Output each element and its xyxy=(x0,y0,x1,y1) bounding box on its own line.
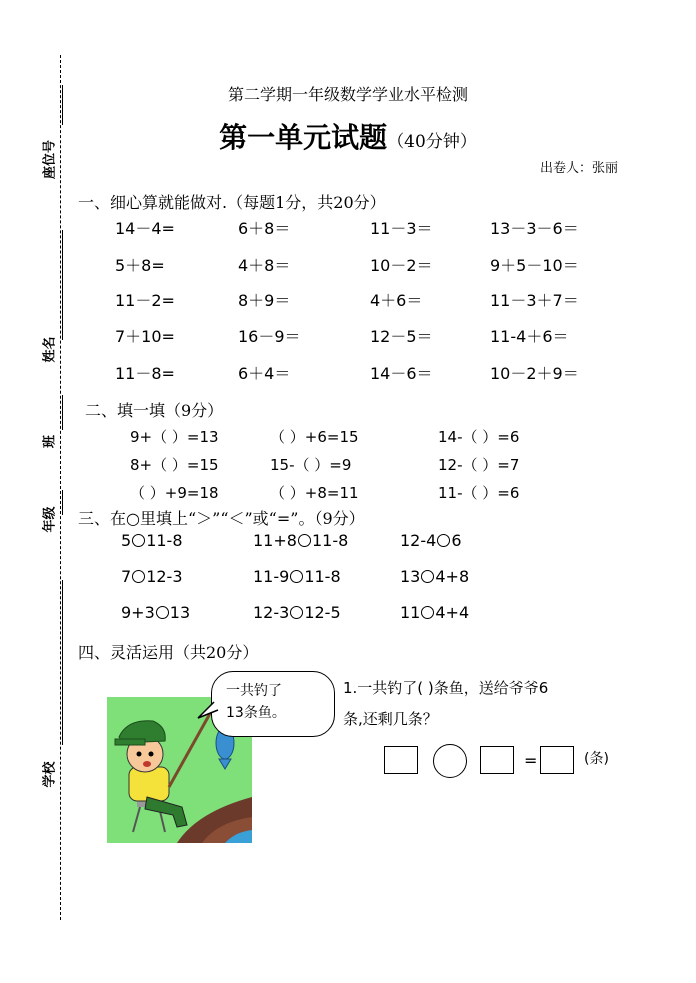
comparison-problem xyxy=(253,567,341,586)
speech-bubble-tail xyxy=(196,700,220,720)
question-1-line-2: 条,还剩几条？ xyxy=(343,710,438,728)
equals-sign: = xyxy=(524,751,538,770)
bubble-line-2: 13条鱼。 xyxy=(226,705,286,721)
name-blank xyxy=(62,230,63,340)
comparison-problem xyxy=(121,567,183,586)
comparison-left: 11 xyxy=(400,603,421,622)
comparison-right: 12-3 xyxy=(146,567,183,586)
comparison-left: 5 xyxy=(121,531,132,550)
name-label: 姓名 xyxy=(42,336,58,363)
comparison-right: 4+4 xyxy=(435,603,470,622)
exam-duration: （40分钟） xyxy=(387,132,477,152)
comparison-right: 12-5 xyxy=(304,603,341,622)
arithmetic-problem: 11－3＋7＝ xyxy=(490,291,579,310)
comparison-left: 12-3 xyxy=(253,603,290,622)
comparison-right: 13 xyxy=(169,603,191,622)
answer-box-2[interactable] xyxy=(480,746,514,774)
comparison-problem xyxy=(400,531,462,550)
compare-circle[interactable] xyxy=(290,570,303,583)
arithmetic-problem: 11－2= xyxy=(115,291,175,310)
arithmetic-problem: 5＋8= xyxy=(115,256,165,275)
comparison-left: 11-9 xyxy=(253,567,290,586)
grade-label: 年级 xyxy=(42,506,58,533)
comparison-problem xyxy=(253,531,348,550)
comparison-left: 12-4 xyxy=(400,531,437,550)
grade-blank xyxy=(62,490,63,515)
arithmetic-problem: 7＋10= xyxy=(115,327,175,346)
arithmetic-problem: 4＋6＝ xyxy=(370,291,423,310)
fill-blank-problem: （ ）+9=18 xyxy=(130,484,219,502)
arithmetic-problem: 13－3－6＝ xyxy=(490,219,579,238)
comparison-right: 11-8 xyxy=(304,567,341,586)
exam-title-text: 第一单元试题 xyxy=(219,121,388,154)
fill-blank-problem: （ ）+8=11 xyxy=(270,484,359,502)
question-1-line-1: 1.一共钓了( )条鱼，送给爷爷6 xyxy=(343,679,549,697)
arithmetic-problem: 4＋8＝ xyxy=(238,256,291,275)
arithmetic-problem: 6＋8＝ xyxy=(238,219,291,238)
compare-circle[interactable] xyxy=(132,570,145,583)
bubble-line-1: 一共钓了 xyxy=(226,683,282,699)
comparison-right: 4+8 xyxy=(435,567,470,586)
comparison-right: 11-8 xyxy=(146,531,183,550)
seat-number-label: 座位号 xyxy=(42,140,58,180)
fill-blank-problem: 12-（ ）=7 xyxy=(438,456,520,474)
compare-circle[interactable] xyxy=(290,606,303,619)
arithmetic-problem: 14－6＝ xyxy=(370,364,433,383)
exam-title xyxy=(0,116,696,156)
comparison-problem xyxy=(121,603,190,622)
class-blank xyxy=(62,395,63,430)
fill-blank-problem: 14-（ ）=6 xyxy=(438,428,520,446)
comparison-problem xyxy=(121,531,183,550)
fill-blank-problem: 9+（ ）=13 xyxy=(130,428,219,446)
section3-heading: 三、在○里填上“＞”“＜”或“=”。（9分） xyxy=(78,509,365,528)
compare-circle[interactable] xyxy=(437,534,450,547)
comparison-right: 6 xyxy=(451,531,462,550)
comparison-left: 13 xyxy=(400,567,421,586)
arithmetic-problem: 8＋9＝ xyxy=(238,291,291,310)
comparison-left: 7 xyxy=(121,567,132,586)
compare-circle[interactable] xyxy=(421,570,434,583)
fill-blank-problem: 8+（ ）=15 xyxy=(130,456,219,474)
comparison-problem xyxy=(253,603,341,622)
class-label: 班 xyxy=(42,435,58,449)
arithmetic-problem: 16－9＝ xyxy=(238,327,301,346)
arithmetic-problem: 10－2＝ xyxy=(370,256,433,275)
comparison-right: 11-8 xyxy=(311,531,349,550)
answer-box-1[interactable] xyxy=(384,746,418,774)
operator-circle[interactable] xyxy=(433,744,467,778)
arithmetic-problem: 12－5＝ xyxy=(370,327,433,346)
comparison-left: 11+8 xyxy=(253,531,297,550)
arithmetic-problem: 11－8= xyxy=(115,364,175,383)
unit-label: (条) xyxy=(584,751,609,767)
exam-author: 出卷人：张丽 xyxy=(539,161,618,176)
arithmetic-problem: 11－3＝ xyxy=(370,219,433,238)
compare-circle[interactable] xyxy=(421,606,434,619)
school-label: 学校 xyxy=(42,761,58,788)
section4-heading: 四、灵活运用（共20分） xyxy=(78,643,259,662)
compare-circle[interactable] xyxy=(298,534,311,547)
binding-dashed-line xyxy=(60,55,61,920)
fill-blank-problem: 15-（ ）=9 xyxy=(270,456,352,474)
compare-circle[interactable] xyxy=(132,534,145,547)
comparison-problem xyxy=(400,603,469,622)
arithmetic-problem: 14－4= xyxy=(115,219,175,238)
arithmetic-problem: 6＋4＝ xyxy=(238,364,291,383)
comparison-problem xyxy=(400,567,469,586)
fill-blank-problem: 11-（ ）=6 xyxy=(438,484,520,502)
school-blank xyxy=(62,580,63,745)
fill-blank-problem: （ ）+6=15 xyxy=(270,428,359,446)
arithmetic-problem: 11-4＋6＝ xyxy=(490,327,569,346)
arithmetic-problem: 10－2＋9＝ xyxy=(490,364,579,383)
exam-subtitle: 第二学期一年级数学学业水平检测 xyxy=(227,85,468,104)
section1-heading: 一、细心算就能做对.（每题1分，共20分） xyxy=(78,193,386,212)
compare-circle[interactable] xyxy=(156,606,169,619)
section2-heading: 二、填一填（9分） xyxy=(85,401,224,420)
comparison-left: 9+3 xyxy=(121,603,155,622)
answer-box-result[interactable] xyxy=(540,746,574,774)
speech-bubble xyxy=(211,671,335,737)
arithmetic-problem: 9＋5－10＝ xyxy=(490,256,579,275)
